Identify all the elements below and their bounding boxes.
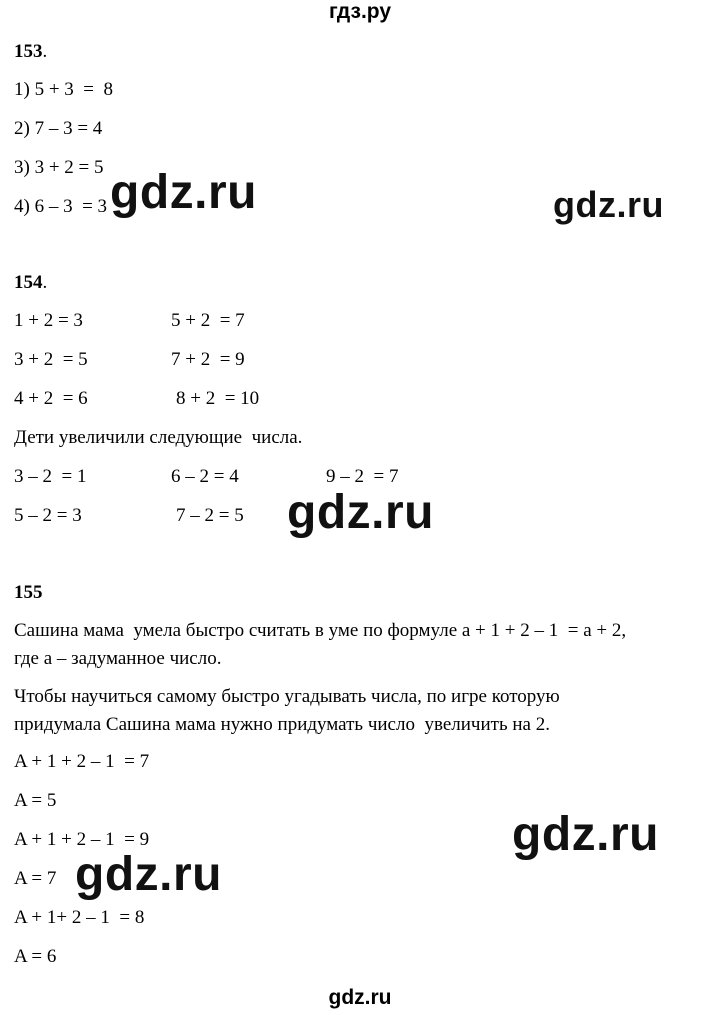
task-155-para1-line2: где a – задуманное число. <box>14 648 222 669</box>
task-155-para2-line2: придумала Сашина мама нужно придумать число увеличить на 2. <box>14 714 550 735</box>
task-154-sub-col3-row1: 9 – 2 = 7 <box>326 466 399 487</box>
task-153-number <box>14 41 47 63</box>
task-153-line-2: 2) 7 – 3 = 4 <box>14 118 103 139</box>
task-154-col2-row1: 5 + 2 = 7 <box>171 310 245 331</box>
task-153-number-text: 153 <box>14 41 43 62</box>
task-154-number-text: 154 <box>14 272 43 293</box>
task-155-line-5: A + 1+ 2 – 1 = 8 <box>14 907 145 928</box>
task-155-line-2: A = 5 <box>14 790 57 811</box>
site-header: гдз.ру <box>328 0 392 23</box>
watermark-1: gdz.ru <box>110 166 257 219</box>
task-154-number <box>14 272 47 294</box>
task-155-line-3: A + 1 + 2 – 1 = 9 <box>14 829 150 850</box>
task-154-col2-row3: 8 + 2 = 10 <box>176 388 260 409</box>
task-154-sub-col2-row1: 6 – 2 = 4 <box>171 466 239 487</box>
watermark-4: gdz.ru <box>512 808 659 861</box>
site-footer: gdz.ru <box>328 986 392 1009</box>
task-154-col1-row1: 1 + 2 = 3 <box>14 310 83 331</box>
task-155-para2-line1: Чтобы научиться самому быстро угадывать числа, по игре которую <box>14 686 560 707</box>
task-154-sub-col2-row2: 7 – 2 = 5 <box>176 505 244 526</box>
task-154-col2-row2: 7 + 2 = 9 <box>171 349 245 370</box>
task-153-line-1: 1) 5 + 3 = 8 <box>14 79 114 100</box>
task-153-number-dot: . <box>42 41 48 62</box>
task-154-sub-col1-row1: 3 – 2 = 1 <box>14 466 87 487</box>
task-154-col1-row2: 3 + 2 = 5 <box>14 349 88 370</box>
task-155-number: 155 <box>14 582 43 603</box>
task-153-line-3: 3) 3 + 2 = 5 <box>14 157 104 178</box>
task-154-number-dot: . <box>42 272 48 293</box>
watermark-5: gdz.ru <box>75 848 222 901</box>
task-155-para1-line1: Сашина мама умела быстро считать в уме по формуле a + 1 + 2 – 1 = a + 2, <box>14 620 627 641</box>
watermark-2: gdz.ru <box>553 184 664 225</box>
task-154-col1-row3: 4 + 2 = 6 <box>14 388 88 409</box>
task-155-line-6: A = 6 <box>14 946 57 967</box>
task-155-line-1: A + 1 + 2 – 1 = 7 <box>14 751 150 772</box>
task-155-line-4: A = 7 <box>14 868 57 889</box>
task-154-sub-col1-row2: 5 – 2 = 3 <box>14 505 82 526</box>
watermark-3: gdz.ru <box>287 486 434 539</box>
task-154-note: Дети увеличили следующие числа. <box>14 427 303 448</box>
task-153-line-4: 4) 6 – 3 = 3 <box>14 196 108 217</box>
